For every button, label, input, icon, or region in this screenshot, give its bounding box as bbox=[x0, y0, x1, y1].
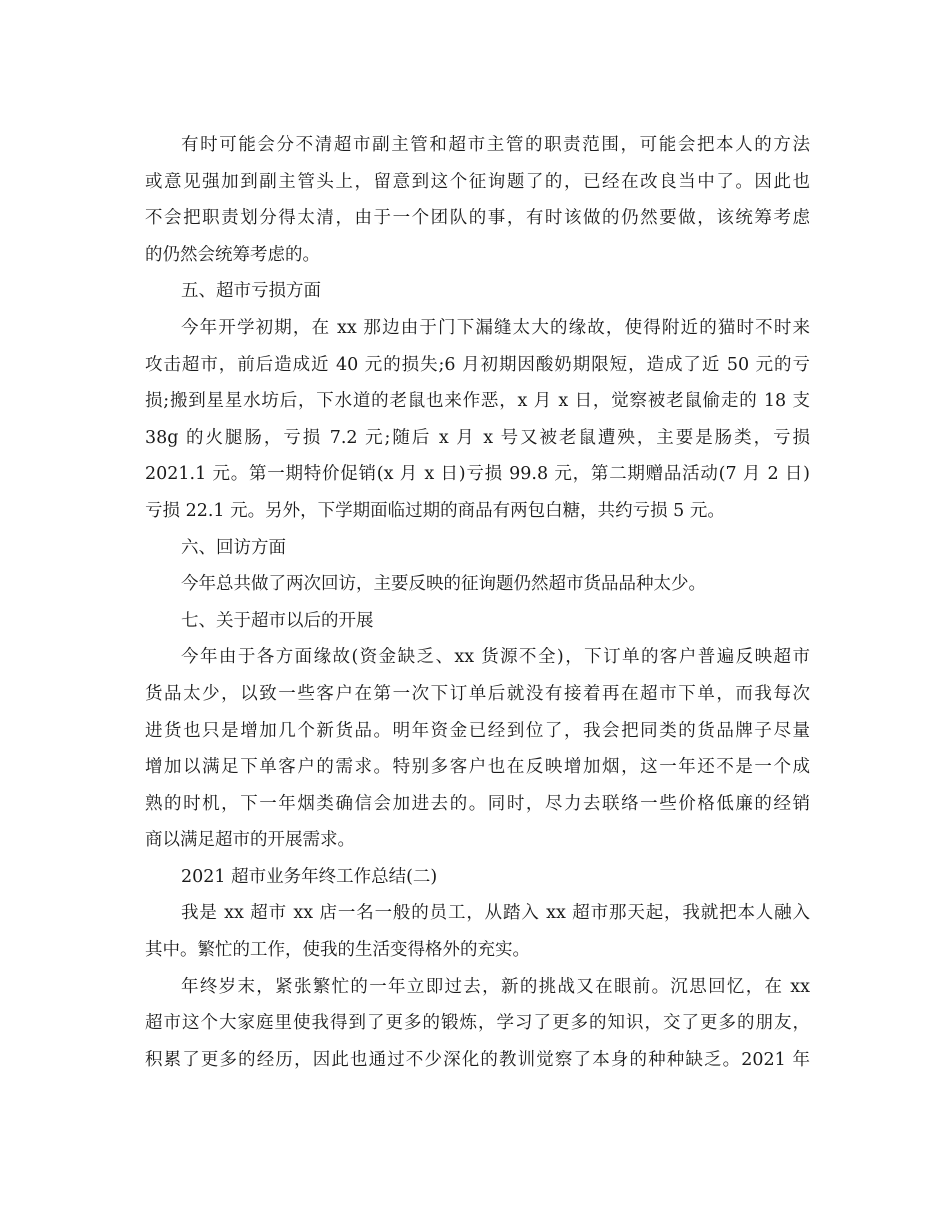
text-line: 今年总共做了两次回访，主要反映的征询题仍然超市货品品种太少。 bbox=[181, 574, 706, 595]
text-line: 七、关于超市以后的开展 bbox=[181, 610, 374, 631]
text-line: 有时可能会分不清超市副主管和超市主管的职责范围，可能会把本人的方法 bbox=[181, 135, 810, 155]
text-line: 商以满足超市的开展需求。 bbox=[145, 830, 355, 851]
text-line: 2021 超市业务年终工作总结(二) bbox=[181, 866, 438, 887]
text-line: 的仍然会统筹考虑的。 bbox=[145, 244, 320, 265]
text-line: 今年开学初期，在 xx 那边由于门下漏缝太大的缘故，使得附近的猫时不时来 bbox=[181, 317, 810, 338]
text-line: 积累了更多的经历，因此也通过不少深化的教训觉察了本身的种种缺乏。2021 年 bbox=[145, 1049, 810, 1070]
text-line: 货品太少，以致一些客户在第一次下订单后就没有接着再在超市下单，而我每次 bbox=[145, 683, 810, 704]
text-line: 其中。繁忙的工作，使我的生活变得格外的充实。 bbox=[145, 940, 530, 961]
text-line: 亏损 22.1 元。另外，下学期面临过期的商品有两包白糖，共约亏损 5 元。 bbox=[145, 500, 725, 521]
text-line: 超市这个大家庭里使我得到了更多的锻炼，学习了更多的知识，交了更多的朋友， bbox=[145, 1013, 810, 1034]
text-line: 或意见强加到副主管头上，留意到这个征询题了的，已经在改良当中了。因此也 bbox=[145, 171, 810, 192]
text-line: 五、超市亏损方面 bbox=[181, 281, 321, 302]
text-line: 38g 的火腿肠，亏损 7.2 元;随后 x 月 x 号又被老鼠遭殃，主要是肠类，亏损 bbox=[145, 427, 810, 448]
text-line: 增加以满足下单客户的需求。特别多客户也在反映增加烟，这一年还不是一个成 bbox=[145, 757, 810, 778]
document-body bbox=[145, 127, 810, 1078]
text-line: 年终岁末，紧张繁忙的一年立即过去，新的挑战又在眼前。沉思回忆，在 xx bbox=[181, 976, 810, 997]
text-line: 攻击超市，前后造成近 40 元的损失;6 月初期因酸奶期限短，造成了近 50 元的亏 bbox=[145, 354, 810, 375]
text-line: 2021.1 元。第一期特价促销(x 月 x 日)亏损 99.8 元，第二期赠品活动(7 月 2 日) bbox=[145, 464, 810, 485]
text-line: 损;搬到星星水坊后，下水道的老鼠也来作恶，x 月 x 日，觉察被老鼠偷走的 18 支 bbox=[145, 391, 810, 412]
text-line: 今年由于各方面缘故(资金缺乏、xx 货源不全)，下订单的客户普遍反映超市 bbox=[181, 647, 810, 668]
text-line: 熟的时机，下一年烟类确信会加进去的。同时，尽力去联络一些价格低廉的经销 bbox=[145, 793, 810, 814]
text-line: 我是 xx 超市 xx 店一名一般的员工，从踏入 xx 超市那天起，我就把本人融入 bbox=[181, 903, 810, 924]
text-line: 不会把职责划分得太清，由于一个团队的事，有时该做的仍然要做，该统筹考虑 bbox=[145, 208, 810, 229]
text-line: 六、回访方面 bbox=[181, 537, 286, 558]
text-line: 进货也只是增加几个新货品。明年资金已经到位了，我会把同类的货品牌子尽量 bbox=[145, 720, 810, 741]
